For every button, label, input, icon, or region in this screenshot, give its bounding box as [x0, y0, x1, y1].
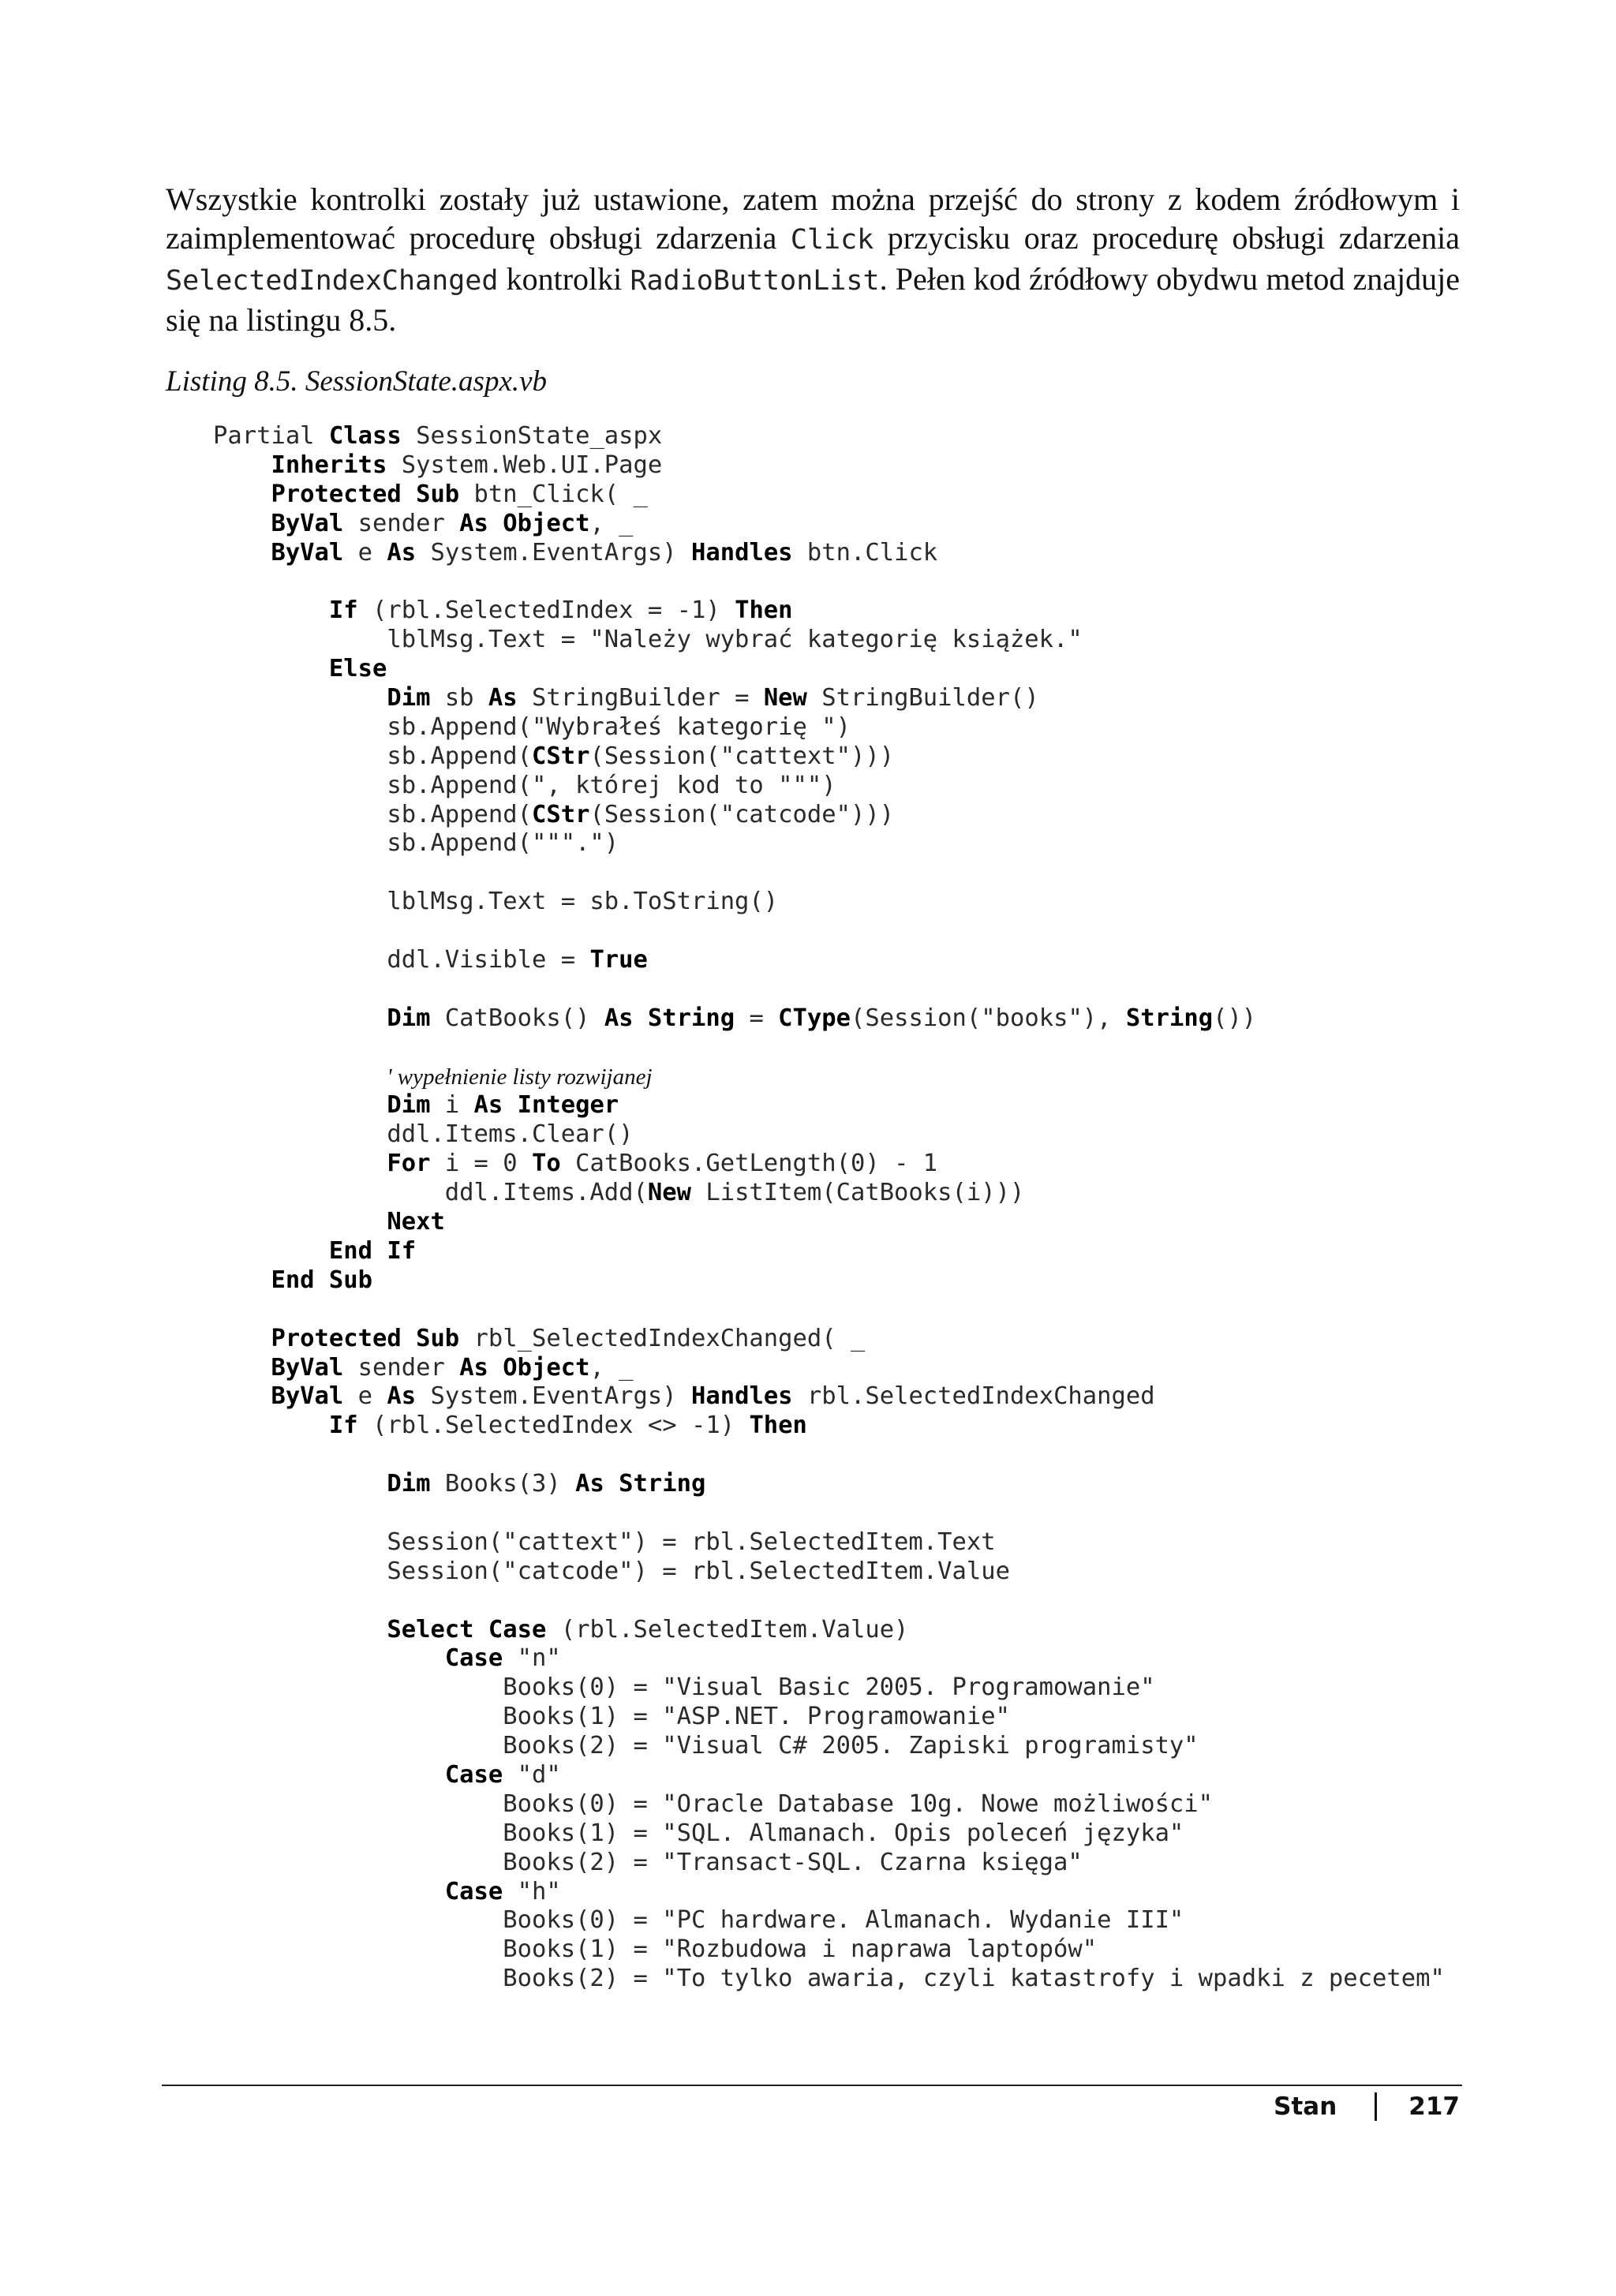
code-text: Books(0) = "Oracle Database 10g. Nowe możliwości" — [213, 1789, 1214, 1818]
code-line — [213, 1296, 1460, 1325]
code-line — [213, 422, 1460, 451]
code-keyword: Inherits — [271, 451, 387, 479]
code-line — [213, 1528, 1460, 1557]
code-keyword: CStr — [531, 742, 590, 770]
code-text — [213, 451, 271, 479]
code-text — [213, 684, 387, 712]
code-keyword: End If — [328, 1236, 417, 1265]
code-text — [213, 1354, 271, 1382]
code-line — [213, 1732, 1460, 1761]
code-keyword: As — [488, 684, 518, 712]
intro-code-radiobuttonlist: RadioButtonList — [630, 265, 880, 297]
code-line — [213, 1091, 1460, 1120]
code-text: Books(0) = "PC hardware. Almanach. Wydanie III" — [213, 1906, 1184, 1935]
code-line — [213, 655, 1460, 684]
code-text: sb — [430, 684, 488, 712]
code-keyword: Next — [387, 1208, 445, 1236]
code-text: lblMsg.Text = sb.ToString() — [213, 888, 779, 916]
code-text — [213, 1382, 271, 1410]
code-text — [213, 1644, 445, 1672]
code-keyword: As Object — [459, 1353, 590, 1382]
code-keyword: New — [647, 1179, 691, 1207]
code-text — [213, 1091, 387, 1119]
code-keyword: For — [387, 1150, 431, 1178]
code-line — [213, 975, 1460, 1004]
code-text — [213, 1150, 387, 1177]
code-text: ddl.Items.Clear() — [213, 1120, 634, 1149]
code-text: "h" — [503, 1877, 561, 1905]
code-text: ddl.Visible = — [213, 946, 590, 974]
code-keyword: Case — [444, 1877, 503, 1905]
code-line — [213, 1470, 1460, 1499]
intro-text-1: Wszystkie kontrolki zostały już ustawione, zatem można przejść do strony z kodem źródłowym i zaimplementować procedurę obsługi zdarzenia — [166, 181, 1460, 256]
intro-text-3: kontrolki — [498, 261, 630, 297]
code-listing — [213, 422, 1460, 1994]
code-line — [213, 1441, 1460, 1470]
listing-caption: Listing 8.5. SessionState.aspx.vb — [166, 365, 548, 398]
code-line — [213, 684, 1460, 713]
code-text — [213, 1063, 387, 1090]
code-text: Books(1) = "ASP.NET. Programowanie" — [213, 1703, 1010, 1731]
intro-text-4: . Pełen kod źródłowy obydwu metod znajduje się na listingu 8.5. — [166, 261, 1460, 338]
code-text — [213, 481, 271, 508]
code-line — [213, 1616, 1460, 1645]
code-text — [213, 1237, 329, 1265]
code-text: rbl.SelectedIndexChanged — [792, 1382, 1155, 1411]
code-text: Books(1) = "SQL. Almanach. Opis poleceń języka" — [213, 1819, 1184, 1847]
code-text: Books(1) = "Rozbudowa i naprawa laptopów" — [213, 1935, 1098, 1964]
code-keyword: As — [387, 1382, 417, 1411]
code-text: sender — [343, 509, 460, 537]
code-line — [213, 858, 1460, 888]
code-keyword: As — [387, 538, 417, 567]
code-keyword: Class — [328, 422, 402, 450]
code-text: (rbl.SelectedIndex = -1) — [357, 596, 735, 625]
code-text: StringBuilder() — [806, 684, 1039, 712]
footer-separator — [1375, 2092, 1377, 2121]
code-text — [213, 539, 271, 567]
code-keyword: ByVal — [271, 509, 344, 537]
code-keyword: ByVal — [271, 1353, 344, 1382]
code-line — [213, 626, 1460, 655]
code-text: (Session("cattext"))) — [589, 742, 895, 770]
code-keyword: Protected Sub — [271, 1324, 460, 1352]
code-keyword: Handles — [691, 538, 793, 567]
code-text: SessionState_aspx — [401, 422, 663, 450]
code-text — [213, 510, 271, 537]
code-line — [213, 1557, 1460, 1587]
code-line — [213, 1004, 1460, 1034]
code-text: sb.Append(", której kod to """) — [213, 771, 836, 799]
code-line — [213, 801, 1460, 830]
code-line — [213, 1063, 1460, 1092]
code-keyword: Select Case — [387, 1615, 547, 1643]
code-text: Partial — [213, 422, 329, 450]
code-text — [213, 1004, 387, 1032]
code-keyword: Dim — [387, 1004, 431, 1032]
code-text: i — [430, 1091, 474, 1120]
code-keyword: String — [1125, 1004, 1214, 1032]
code-keyword: If — [328, 596, 358, 625]
code-text: (rbl.SelectedIndex <> -1) — [357, 1412, 750, 1440]
code-keyword: CType — [778, 1004, 851, 1032]
code-line — [213, 713, 1460, 742]
code-text: CatBooks.GetLength(0) - 1 — [560, 1150, 938, 1178]
code-line — [213, 1499, 1460, 1528]
code-keyword: If — [328, 1412, 358, 1440]
code-keyword: Case — [444, 1760, 503, 1789]
code-keyword: Dim — [387, 1091, 431, 1120]
code-text — [213, 596, 329, 624]
code-keyword: As Object — [459, 509, 590, 537]
code-text: i = 0 — [430, 1150, 532, 1178]
code-text: (Session("books"), — [851, 1004, 1126, 1032]
code-keyword: Then — [735, 596, 793, 625]
code-text: e — [343, 1382, 387, 1411]
code-text: rbl_SelectedIndexChanged( _ — [459, 1324, 866, 1352]
code-text — [213, 1878, 445, 1905]
code-line — [213, 1412, 1460, 1441]
code-text: , _ — [589, 1353, 634, 1382]
code-line — [213, 1034, 1460, 1063]
code-text: , _ — [589, 509, 634, 537]
code-text — [213, 1412, 329, 1439]
intro-text-2: przycisku oraz procedurę obsługi zdarzenia — [873, 220, 1461, 256]
code-text: Books(3) — [430, 1470, 576, 1498]
code-line — [213, 1150, 1460, 1179]
code-text: ListItem(CatBooks(i))) — [690, 1179, 1025, 1207]
code-text: sb.Append("Wybrałeś kategorię ") — [213, 712, 851, 741]
code-text — [213, 1470, 387, 1498]
page-footer — [1274, 2089, 1460, 2124]
code-text: System.Web.UI.Page — [387, 451, 663, 479]
code-line — [213, 567, 1460, 596]
code-text: Books(2) = "Visual C# 2005. Zapiski programisty" — [213, 1732, 1199, 1760]
code-text: btn_Click( _ — [459, 480, 648, 508]
code-keyword: CStr — [531, 800, 590, 828]
code-text: StringBuilder = — [517, 684, 764, 712]
code-text: CatBooks() — [430, 1004, 604, 1032]
code-line — [213, 1935, 1460, 1965]
code-line — [213, 772, 1460, 801]
code-line — [213, 1208, 1460, 1237]
code-comment: ' wypełnienie listy rozwijanej — [387, 1064, 653, 1090]
code-line — [213, 1878, 1460, 1907]
code-line — [213, 1790, 1460, 1819]
code-line — [213, 1703, 1460, 1732]
code-line — [213, 1237, 1460, 1266]
code-text: ()) — [1213, 1004, 1257, 1032]
code-line — [213, 510, 1460, 539]
code-text — [213, 1208, 387, 1236]
code-text: e — [343, 538, 387, 567]
code-line — [213, 1906, 1460, 1935]
code-text — [213, 1616, 387, 1643]
code-text — [213, 1325, 271, 1352]
code-line — [213, 1382, 1460, 1412]
code-text: Session("catcode") = rbl.SelectedItem.Value — [213, 1557, 1010, 1585]
code-line — [213, 1325, 1460, 1354]
code-line — [213, 1120, 1460, 1150]
code-text — [213, 1266, 271, 1294]
code-line — [213, 1673, 1460, 1703]
code-line — [213, 1644, 1460, 1673]
code-line — [213, 888, 1460, 917]
code-line — [213, 596, 1460, 626]
code-text: Books(0) = "Visual Basic 2005. Programowanie" — [213, 1673, 1155, 1702]
code-line — [213, 1819, 1460, 1849]
code-text: sb.Append(""".") — [213, 829, 619, 858]
code-text: lblMsg.Text = "Należy wybrać kategorię książek." — [213, 626, 1083, 654]
code-line — [213, 1179, 1460, 1208]
code-line — [213, 917, 1460, 946]
code-keyword: New — [763, 684, 807, 712]
code-text — [213, 655, 329, 682]
code-line — [213, 1965, 1460, 1994]
code-text — [213, 1761, 445, 1789]
code-line — [213, 1587, 1460, 1616]
code-text: Session("cattext") = rbl.SelectedItem.Text — [213, 1528, 996, 1556]
intro-code-click: Click — [790, 224, 874, 256]
code-text: "d" — [503, 1760, 561, 1789]
code-keyword: ByVal — [271, 538, 344, 567]
code-keyword: Dim — [387, 1470, 431, 1498]
code-line — [213, 1761, 1460, 1790]
code-text: (rbl.SelectedItem.Value) — [546, 1615, 909, 1643]
code-keyword: True — [589, 946, 648, 974]
code-text: btn.Click — [792, 538, 938, 567]
code-text: sb.Append( — [213, 742, 532, 770]
code-text: "n" — [503, 1644, 561, 1673]
code-line — [213, 451, 1460, 481]
code-text: Books(2) = "To tylko awaria, czyli katastrofy i wpadki z pecetem" — [213, 1965, 1445, 1993]
code-keyword: Dim — [387, 684, 431, 712]
code-keyword: As String — [575, 1470, 706, 1498]
code-line — [213, 1354, 1460, 1383]
code-text: Books(2) = "Transact-SQL. Czarna księga" — [213, 1848, 1083, 1876]
code-text: (Session("catcode"))) — [589, 800, 895, 828]
intro-paragraph — [166, 180, 1460, 339]
code-text: System.EventArgs) — [416, 538, 691, 567]
code-keyword: As Integer — [473, 1091, 619, 1120]
code-text: sender — [343, 1353, 460, 1382]
code-keyword: As String — [604, 1004, 735, 1032]
code-text: ddl.Items.Add( — [213, 1179, 648, 1207]
page-number: 217 — [1408, 2092, 1460, 2121]
code-line — [213, 481, 1460, 510]
code-keyword: Handles — [691, 1382, 793, 1411]
code-line — [213, 1266, 1460, 1296]
code-text: System.EventArgs) — [416, 1382, 691, 1411]
code-keyword: Else — [328, 655, 387, 683]
code-line — [213, 742, 1460, 772]
footer-rule — [162, 2085, 1462, 2086]
code-keyword: To — [532, 1150, 561, 1178]
code-line — [213, 539, 1460, 568]
code-text: sb.Append( — [213, 800, 532, 828]
code-text: = — [735, 1004, 779, 1032]
code-keyword: End Sub — [271, 1266, 372, 1294]
code-keyword: Case — [444, 1644, 503, 1673]
code-keyword: Then — [749, 1412, 807, 1440]
code-line — [213, 1849, 1460, 1878]
code-keyword: ByVal — [271, 1382, 344, 1411]
code-line — [213, 946, 1460, 975]
intro-code-selectedindexchanged: SelectedIndexChanged — [166, 265, 499, 297]
footer-section-name: Stan — [1274, 2092, 1337, 2121]
code-keyword: Protected Sub — [271, 480, 460, 508]
code-line — [213, 829, 1460, 858]
